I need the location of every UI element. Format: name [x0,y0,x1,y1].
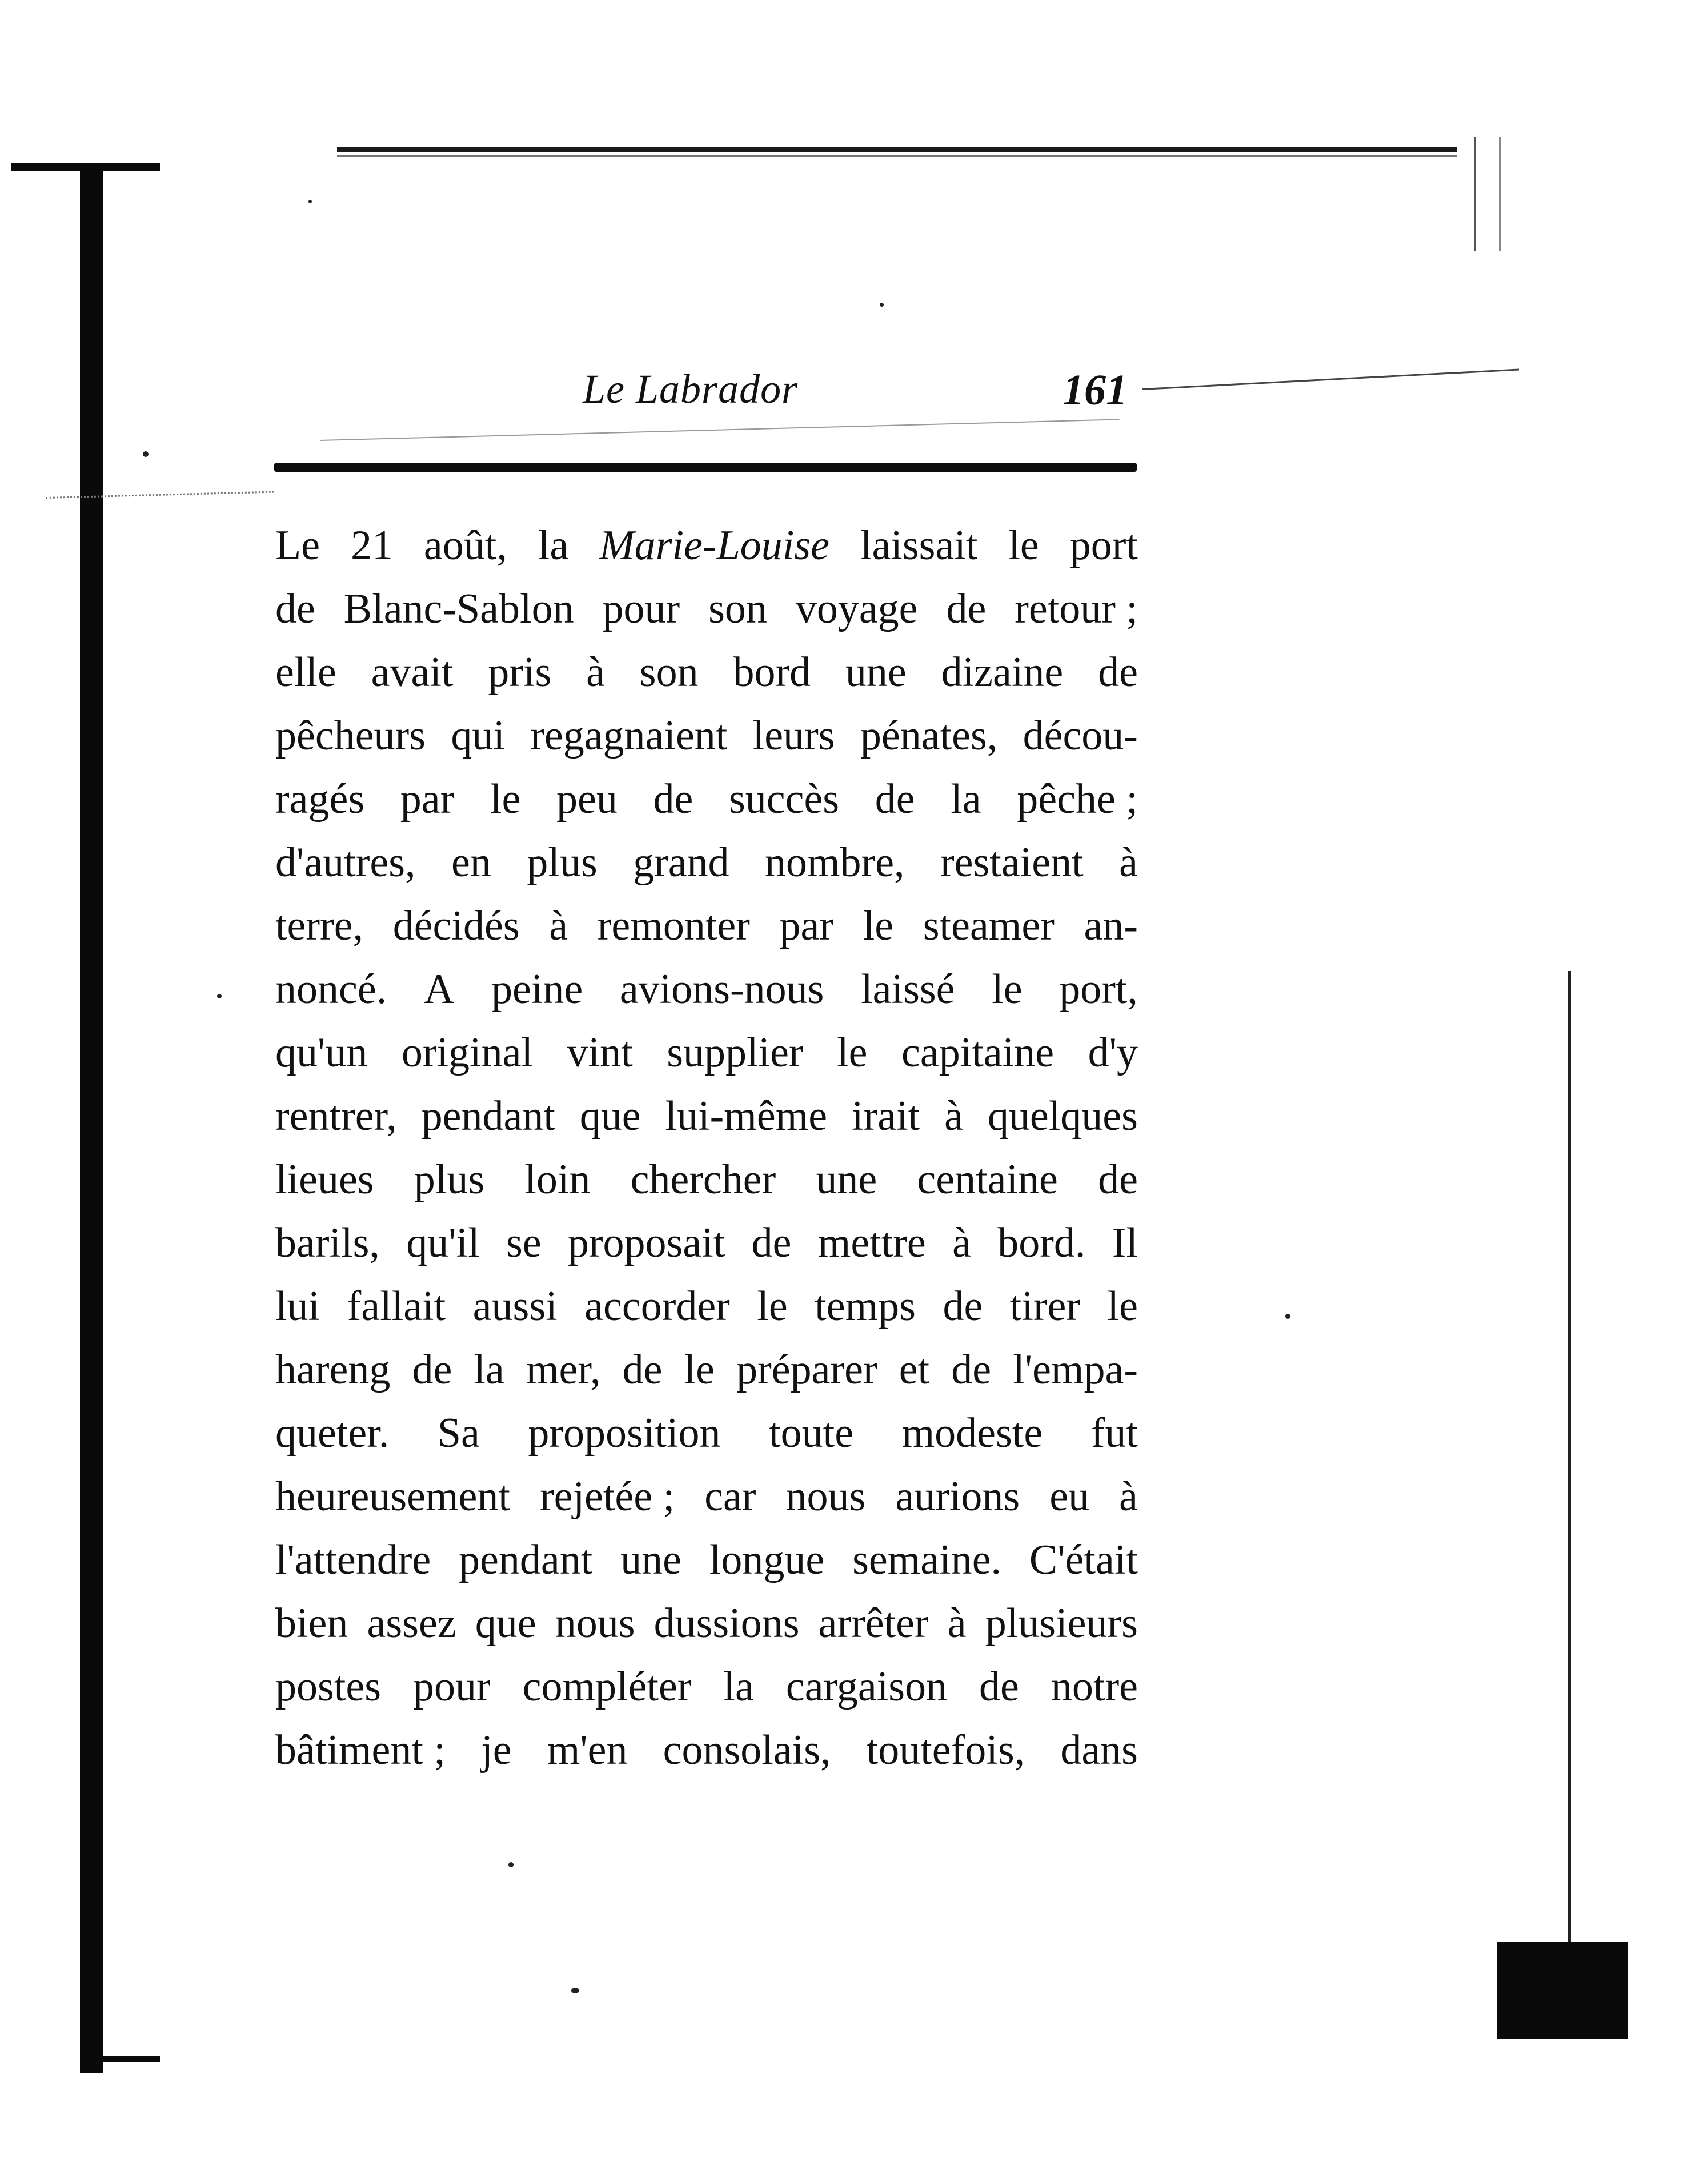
word: nous [785,1473,866,1520]
word: terre, [275,902,364,949]
word: loin [524,1156,591,1203]
body-text [275,514,1138,1782]
word: nombre, [765,839,905,886]
word: Le [275,522,320,569]
word: à [1119,1473,1138,1520]
word: Il [1112,1220,1138,1266]
text-line [275,1529,1138,1592]
word: laissé [861,966,955,1013]
word: de [943,1283,983,1330]
word: plus [527,839,598,886]
word: rentrer, [275,1093,397,1140]
text-line [275,1021,1138,1085]
word: une [816,1156,877,1203]
text-line [275,895,1138,958]
binding-edge-bottom [91,2056,160,2062]
word: Marie-Louise [599,522,829,569]
text-line [275,641,1138,704]
word: chercher [630,1156,776,1203]
word: de [946,585,987,632]
word: A [423,966,455,1013]
word: hareng [275,1346,391,1393]
text-line [275,1402,1138,1465]
page-number: 161 [1063,366,1128,414]
word: quelques [987,1093,1138,1140]
text-line [275,768,1138,831]
word: Blanc-Sablon [343,585,574,632]
word: décou- [1023,712,1138,759]
word: C'était [1029,1537,1138,1583]
word: décidés [392,902,520,949]
word: pénates, [860,712,998,759]
word: regagnaient [530,712,728,759]
word: heureusement [275,1473,510,1520]
word: proposition [528,1410,721,1457]
word: pour [602,585,680,632]
word: le [1008,522,1039,569]
text-line [275,1719,1138,1782]
word: elle [275,649,336,696]
word: laissait [860,522,978,569]
word: de [751,1220,792,1266]
word: le [490,776,521,823]
word: de [1098,1156,1138,1203]
word: toute [769,1410,854,1457]
binding-edge [80,166,103,2073]
word: par [779,902,834,949]
word: de [622,1346,663,1393]
word: de [275,585,315,632]
scan-speck [508,1862,514,1867]
word: lui [275,1283,320,1330]
word: de [412,1346,452,1393]
word: centaine [917,1156,1058,1203]
word: remonter [597,902,750,949]
word: bien [275,1600,348,1647]
word: postes [275,1663,381,1710]
word: supplier [667,1029,803,1076]
word: de [653,776,693,823]
word: le [992,966,1023,1013]
word: son [708,585,767,632]
word: pendant [421,1093,555,1140]
word: une [620,1537,681,1583]
word: se [506,1220,542,1266]
word: Sa [437,1410,480,1457]
word: août, [423,522,507,569]
word: leurs [752,712,835,759]
word: que [579,1093,641,1140]
word: rejetée ; [539,1473,675,1520]
word: mettre [817,1220,926,1266]
word: bâtiment ; [275,1727,446,1774]
word: à [549,902,568,949]
scan-speck [571,1988,579,1993]
word: préparer [736,1346,877,1393]
text-line [275,704,1138,768]
header-thin-rule [320,419,1120,441]
word: irait [852,1093,920,1140]
word: grand [633,839,729,886]
word: le [837,1029,868,1076]
word: dizaine [941,649,1064,696]
word: accorder [584,1283,730,1330]
word: pendant [459,1537,593,1583]
word: arrêter [818,1600,929,1647]
word: ragés [275,776,365,823]
word: tirer [1009,1283,1081,1330]
word: steamer [923,902,1055,949]
word: par [400,776,455,823]
word: de [951,1346,992,1393]
word: semaine. [852,1537,1002,1583]
word: consolais, [663,1727,831,1774]
word: pêche ; [1017,776,1138,823]
word: bord. [997,1220,1086,1266]
word: de [875,776,915,823]
word: en [451,839,491,886]
word: le [684,1346,715,1393]
page-top-border-thin [337,155,1457,157]
word: à [944,1093,963,1140]
word: retour ; [1015,585,1138,632]
word: lui-même [665,1093,828,1140]
header-rule [274,463,1137,472]
word: notre [1051,1663,1138,1710]
word: queter. [275,1410,390,1457]
right-edge-shadow [1568,971,1571,1942]
word: vint [567,1029,633,1076]
text-line [275,831,1138,895]
scan-speck [880,303,884,307]
word: à [586,649,605,696]
word: lieues [275,1156,374,1203]
word: barils, [275,1220,380,1266]
running-header-title: Le Labrador [583,366,799,412]
word: le [757,1283,788,1330]
word: noncé. [275,966,387,1013]
word: port, [1059,966,1138,1013]
word: car [704,1473,756,1520]
text-line [275,1465,1138,1529]
word: la [951,776,981,823]
word: son [639,649,699,696]
word: et [899,1346,930,1393]
word: l'empa- [1013,1346,1138,1393]
word: d'y [1088,1029,1138,1076]
word: à [952,1220,971,1266]
word: aussi [472,1283,558,1330]
word: le [863,902,894,949]
word: mer, [526,1346,601,1393]
page-top-border [337,147,1457,152]
word: assez [367,1600,456,1647]
word: m'en [547,1727,628,1774]
word: pêcheurs [275,712,426,759]
word: eu [1049,1473,1090,1520]
word: la [723,1663,754,1710]
word: fut [1090,1410,1138,1457]
text-line [275,577,1138,641]
word: modeste [901,1410,1043,1457]
scan-speck [143,451,149,457]
word: nous [555,1600,635,1647]
word: toutefois, [866,1727,1025,1774]
word: pris [488,649,552,696]
word: peine [491,966,583,1013]
word: dussions [653,1600,800,1647]
word: avions-nous [619,966,824,1013]
word: le [1107,1283,1138,1330]
word: longue [709,1537,825,1583]
word: dans [1060,1727,1138,1774]
word: que [475,1600,536,1647]
word: la [474,1346,504,1393]
scan-speck [308,200,312,203]
word: bord [733,649,811,696]
word: fallait [347,1283,446,1330]
word: qu'il [406,1220,480,1266]
word: restaient [940,839,1084,886]
word: l'attendre [275,1537,431,1583]
word: pour [412,1663,491,1710]
word: compléter [522,1663,692,1710]
word: plusieurs [985,1600,1138,1647]
text-line [275,958,1138,1021]
right-edge-artifact [1474,137,1501,251]
word: je [481,1727,512,1774]
word: temps [815,1283,916,1330]
word: qu'un [275,1029,368,1076]
word: an- [1084,902,1138,949]
scan-speck [217,994,222,998]
header-scan-line [1142,368,1519,390]
word: 21 [350,522,393,569]
word: peu [556,776,618,823]
word: plus [414,1156,485,1203]
word: de [979,1663,1019,1710]
word: une [845,649,907,696]
text-line [275,1592,1138,1655]
word: de [1098,649,1138,696]
right-edge-dark-corner [1497,1942,1628,2039]
word: aurions [895,1473,1020,1520]
word: avait [371,649,454,696]
word: qui [451,712,505,759]
text-line [275,1275,1138,1338]
word: port [1069,522,1138,569]
word: succès [728,776,840,823]
text-line [275,1338,1138,1402]
word: d'autres, [275,839,416,886]
text-line [275,1212,1138,1275]
word: proposait [567,1220,725,1266]
text-line [275,1148,1138,1212]
text-line [275,1085,1138,1148]
text-line [275,1655,1138,1719]
word: capitaine [901,1029,1055,1076]
word: voyage [795,585,918,632]
word: à [1119,839,1138,886]
word: à [947,1600,967,1647]
word: cargaison [785,1663,948,1710]
word: la [538,522,569,569]
scan-speck [1285,1314,1290,1319]
word: original [401,1029,534,1076]
text-line [275,514,1138,577]
